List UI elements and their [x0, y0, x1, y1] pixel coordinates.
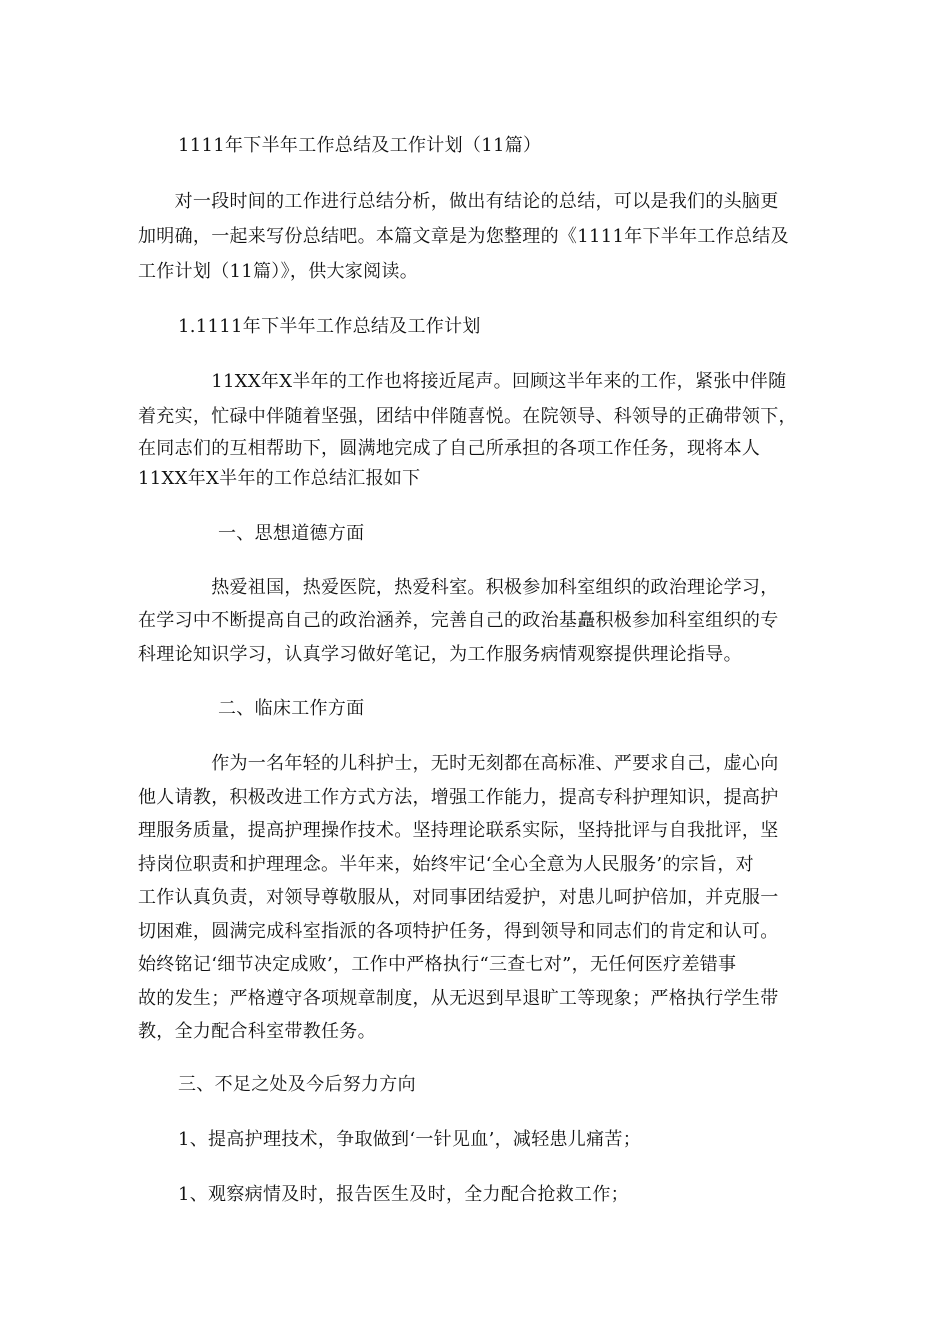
intro-line: 加明确，一起来写份总结吧。本篇文章是为您整理的《1111年下半年工作总结及	[138, 226, 789, 247]
paragraph-line: 作为一名年轻的儿科护士，无时无刻都在高标准、严要求自己，虚心向	[138, 753, 779, 774]
paragraph-line: 故的发生；严格遵守各项规章制度，从无迟到早退旷工等现象；严格执行学生带	[138, 988, 779, 1009]
paragraph-line: 理服务质量，提高护理操作技术。坚持理论联系实际，坚持批评与自我批评，坚	[138, 820, 779, 841]
section-heading: 二、临床工作方面	[218, 698, 365, 719]
paragraph-line: 工作认真负责，对领导尊敬服从，对同事团结爱护，对患儿呵护倍加，并克服一	[138, 887, 779, 908]
intro-line: 工作计划（11篇）》，供大家阅读。	[138, 261, 419, 282]
paragraph-line: 切困难，圆满完成科室指派的各项特护任务，得到领导和同志们的肯定和认可。	[138, 921, 779, 942]
list-item: 1、提高护理技术，争取做到‘一针见血’，减轻患儿痛苦；	[178, 1129, 641, 1150]
document-title: 1111年下半年工作总结及工作计划（11篇）	[178, 135, 542, 156]
paragraph-line: 他人请教，积极改进工作方式方法，增强工作能力，提高专科护理知识，提高护	[138, 787, 779, 808]
section-heading: 三、不足之处及今后努力方向	[178, 1074, 416, 1095]
paragraph-line: 热爱祖国，热爱医院，热爱科室。积极参加科室组织的政治理论学习，	[138, 577, 779, 598]
opening-line: 着充实，忙碌中伴随着坚强，团结中伴随喜悦。在院领导、科领导的正确带领下，	[138, 406, 797, 427]
paragraph-line: 在学习中不断提高自己的政治涵养，完善自己的政治基矗积极参加科室组织的专	[138, 610, 779, 631]
opening-line: 在同志们的互相帮助下，圆满地完成了自己所承担的各项工作任务，现将本人	[138, 438, 761, 459]
opening-line: 11XX年X半年的工作总结汇报如下	[138, 468, 421, 489]
section-heading: 一、思想道德方面	[218, 523, 365, 544]
section-title: 1.1111年下半年工作总结及工作计划	[178, 316, 481, 337]
opening-line: 11XX年X半年的工作也将接近尾声。回顾这半年来的工作，紧张中伴随	[138, 371, 787, 392]
list-item: 1、观察病情及时，报告医生及时，全力配合抢救工作；	[178, 1184, 629, 1205]
intro-line: 对一段时间的工作进行总结分析，做出有结论的总结，可以是我们的头脑更	[138, 191, 779, 212]
paragraph-line: 教，全力配合科室带教任务。	[138, 1021, 376, 1042]
paragraph-line: 科理论知识学习，认真学习做好笔记，为工作服务病情观察提供理论指导。	[138, 644, 742, 665]
paragraph-line: 始终铭记‘细节决定成败’，工作中严格执行“三查七对”，无任何医疗差错事	[138, 954, 737, 975]
paragraph-line: 持岗位职责和护理理念。半年来，始终牢记‘全心全意为人民服务’的宗旨，对	[138, 854, 754, 875]
